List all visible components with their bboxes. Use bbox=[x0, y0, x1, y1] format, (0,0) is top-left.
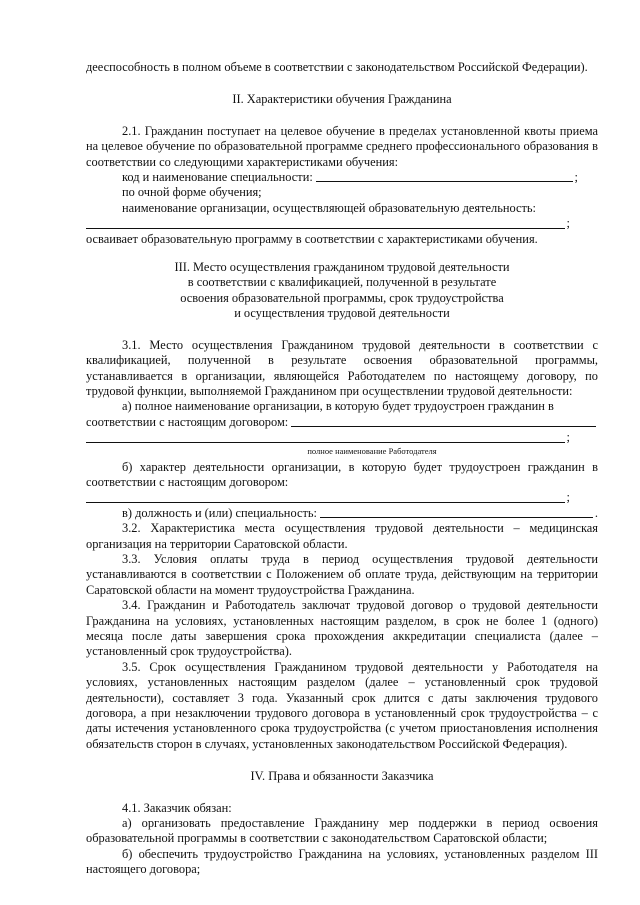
field-study-form: по очной форме обучения; bbox=[122, 185, 262, 200]
field-organization-label: наименование организации, осуществляющей образовательную деятельность: bbox=[122, 200, 536, 215]
field-specialty-code[interactable]: код и наименование специальности: ; bbox=[122, 170, 578, 185]
paragraph-3-1-a-line2: соответствии с настоящим договором: bbox=[86, 414, 289, 429]
paragraph-4-1-b: б) обеспечить трудоустройство Гражданина на условиях, установленных разделом III настоящего договора; bbox=[86, 846, 598, 877]
field-specialty-code-label: код и наименование специальности: bbox=[122, 170, 313, 185]
section-2-title: II. Характеристики обучения Гражданина bbox=[232, 92, 452, 107]
paragraph-4-1: 4.1. Заказчик обязан: bbox=[122, 800, 232, 815]
employer-name-blank-1[interactable] bbox=[291, 415, 596, 427]
field-activity-nature[interactable]: ; bbox=[86, 490, 598, 505]
paragraph-3-4: 3.4. Гражданин и Работодатель заключат трудовой договор о трудовой деятельности Гражданина на условиях, установленных настоящим разделом, в срок не более 1 (одного) месяца после даты завершения срока прохождения аккредитации специалиста (далее – установленный срок трудоустройства). bbox=[86, 598, 598, 659]
employer-name-caption: полное наименование Работодателя bbox=[307, 445, 437, 456]
document-page bbox=[86, 60, 598, 878]
section-4-title: IV. Права и обязанности Заказчика bbox=[250, 769, 434, 784]
paragraph-3-1-a-line1: а) полное наименование организации, в которую будет трудоустроен гражданин в bbox=[122, 399, 554, 414]
section-3-title: III. Место осуществления гражданином трудовой деятельности в соответствии с квалификацией, полученной в результате освоения образовательной программы, срок трудоустройства и осуществления трудовой деятельности bbox=[174, 260, 510, 321]
paragraph-3-2: 3.2. Характеристика места осуществления трудовой деятельности – медицинская организация на территории Саратовской области. bbox=[86, 521, 598, 551]
position-blank[interactable] bbox=[320, 506, 593, 518]
field-organization[interactable]: ; bbox=[86, 216, 598, 231]
activity-nature-blank[interactable] bbox=[86, 491, 565, 503]
employer-name-blank-2[interactable] bbox=[86, 431, 565, 443]
paragraph-3-1-b: б) характер деятельности организации, в которую будет трудоустроен гражданин в соответствии с настоящим договором: bbox=[86, 459, 598, 489]
paragraph-3-1-v: в) должность и (или) специальность: bbox=[122, 505, 317, 520]
paragraph-mastering: осваивает образовательную программу в соответствии с характеристиками обучения. bbox=[86, 231, 538, 246]
paragraph-3-3: 3.3. Условия оплаты труда в период осуществления трудовой деятельности устанавливаются в соответствии с Положением об оплате труда, действующим на территории Саратовской области на момент трудоустройства Гражданина. bbox=[86, 551, 598, 597]
paragraph-2-1: 2.1. Гражданин поступает на целевое обучение в пределах установленной квоты приема на целевое обучение по образовательной программе среднего профессионального образования в соответствии со следующими характеристиками обучения: bbox=[86, 123, 598, 169]
specialty-code-blank[interactable] bbox=[316, 170, 573, 182]
paragraph-3-1: 3.1. Место осуществления Гражданином трудовой деятельности в соответствии с квалификацией, полученной в результате освоения образовательной программы, устанавливается в организации, являющейся Работодателем по настоящему договору, по трудовой функции, выполняемой Гражданином при осуществлении трудовой деятельности: bbox=[86, 337, 598, 398]
paragraph-capacity-end: дееспособность в полном объеме в соответствии с законодательством Российской Федерации). bbox=[86, 60, 588, 74]
field-employer-name-line2[interactable]: ; bbox=[86, 430, 598, 445]
paragraph-3-5: 3.5. Срок осуществления Гражданином трудовой деятельности у Работодателя на условиях, установленных настоящим разделом (далее – установленный срок трудовой деятельности), составляет 3 года. Указанный срок длится с даты заключения трудового договора, а при незаключении трудового договора в установленный срок трудоустройства – с даты истечения установленного срока трудоустройства (с учетом приостановления исполнения обязательств сторон в случаях, установленных законодательством Российской Федерация). bbox=[86, 659, 598, 751]
field-position[interactable]: в) должность и (или) специальность: . bbox=[122, 505, 598, 520]
organization-blank[interactable] bbox=[86, 217, 565, 229]
field-employer-name-line1[interactable] bbox=[86, 415, 598, 430]
paragraph-4-1-a: а) организовать предоставление Гражданину мер поддержки в период освоения образовательной программы в соответствии с законодательством Саратовской области; bbox=[86, 816, 598, 846]
